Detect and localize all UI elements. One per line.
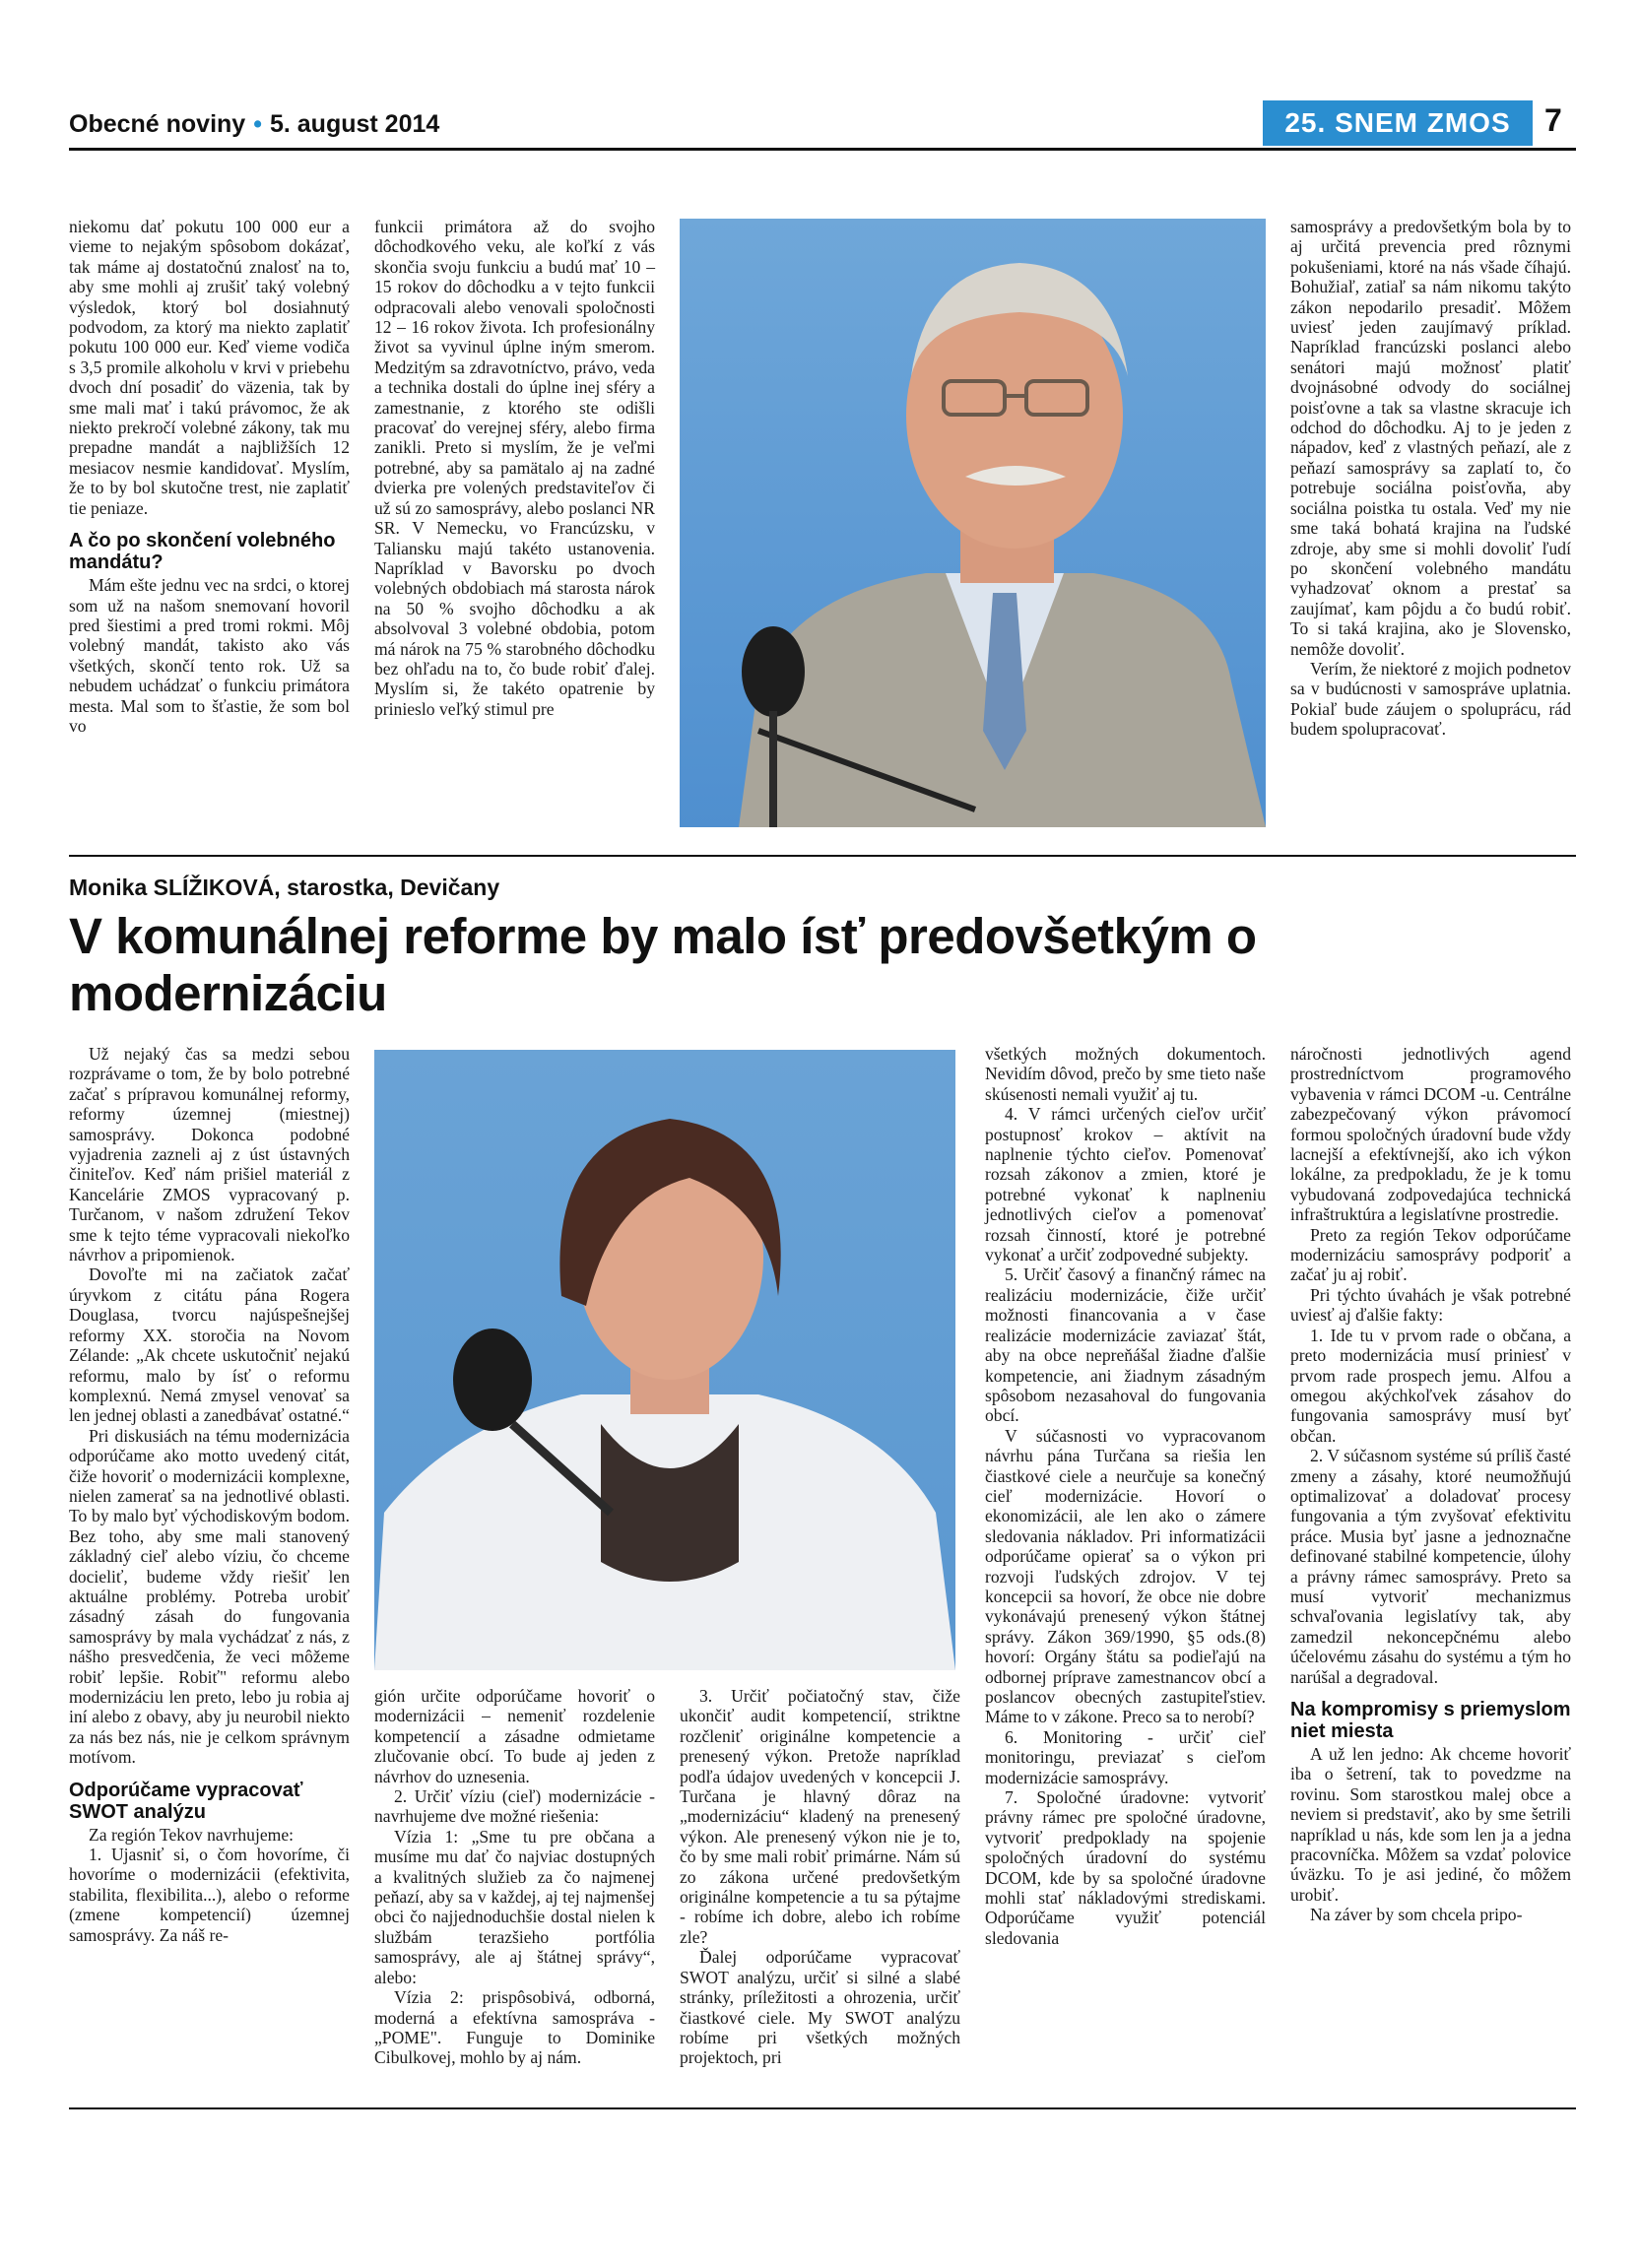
article1-column-4 bbox=[1290, 217, 1571, 740]
article2-column-2 bbox=[374, 1686, 655, 2068]
paragraph: 1. Ide tu v prvom rade o občana, a preto modernizácia musí priniesť v prvom rade prospech jemu. Alfou a omegou akýchkoľvek zásahov do fungovania samosprávy musí byť občan. bbox=[1290, 1325, 1571, 1446]
paragraph: gión určite odporúčame hovoriť o modernizácii – nemeniť rozdelenie kompetencií a zásadne odmietame zlučovanie obcí. To bude aj jeden z návrhov do uznesenia. bbox=[374, 1686, 655, 1786]
paragraph: 3. Určiť počiatočný stav, čiže ukončiť audit kompetencií, striktne rozčleniť originálne kompetencie a prenesený výkon. Pretože napríklad podľa údajov uvedených v koncepcii J. Turčana je hlavný dôraz na „modernizáciu“ kladený na prenesený výkon. Ale prenesený výkon nie je to, čo by sme mali robiť primárne. Nám sú zo zákona určené predovšetkým originálne kompetencie a tu sa pýtajme - robíme ich dobre, alebo ich robíme zle? bbox=[680, 1686, 960, 1947]
photo-woman-speaking bbox=[374, 1050, 955, 1670]
paragraph: Preto za región Tekov odporúčame modernizáciu samosprávy podporiť a začať ju aj robiť. bbox=[1290, 1224, 1571, 1285]
page-number: 7 bbox=[1544, 102, 1562, 138]
paragraph: funkcii primátora až do svojho dôchodkového veku, ale koľkí z vás skončia svoju funkciu a budú mať 10 – 15 rokov do dôchodku a v tejto funkcii odpracovali alebo venovali spoločnosti 12 – 16 rokov života. Ich profesionálny život sa vyvinul úplne iným smerom. Medzitým sa zdravotníctvo, právo, veda a technika dostali do úplne inej sféry a zamestnanie, z ktorého ste odišli pracovať do verejnej sféry, alebo firma zanikli. Preto si myslím, že je veľmi potrebné, aby sa pamätalo aj na zadné dvierka pre volených predstaviteľov či už sú zo samosprávy, alebo poslanci NR SR. V Nemecku, vo Francúzsku, v Taliansku majú takéto ustanovenia. Napríklad v Bavorsku po dvoch volebných obdobiach má starosta nárok na 50 % svojho dôchodku a ak absolvoval 3 volebné obdobia, potom má nárok na 75 % starobného dôchodku bez ohľadu na to, čo bude robiť ďalej. Myslím si, že takéto opatrenie by prinieslo veľký stimul pre bbox=[374, 217, 655, 719]
article2-column-3-bottom bbox=[680, 1686, 960, 2068]
article2-column-5 bbox=[1290, 1044, 1571, 1925]
paragraph: 2. V súčasnom systéme sú príliš časté zmeny a zásahy, ktoré neumožňujú optimalizovať a doladovať procesy fungovania a tým zvyšovať efektivitu práce. Musia byť jasne a jednoznačne definované stabilné kompetencie, úlohy a právny rámec samosprávy. Preto sa musí vytvoriť mechanizmus schvaľovania legislatívy tak, aby zamedzil nekoncepčnému alebo účelovému zásahu do systému a tým ho narúšal a degradoval. bbox=[1290, 1446, 1571, 1687]
paragraph: Verím, že niektoré z mojich podnetov sa v budúcnosti v samospráve uplatnia. Pokiaľ bude záujem o spoluprácu, rád budem spolupracovať. bbox=[1290, 658, 1571, 740]
paragraph: 6. Monitoring - určiť cieľ monitoringu, previazať s cieľom modernizácie samosprávy. bbox=[985, 1726, 1266, 1787]
portrait-man-image bbox=[680, 219, 1266, 827]
issue-date: 5. august 2014 bbox=[269, 110, 440, 138]
article2-byline: Monika SLÍŽIKOVÁ, starostka, Devičany bbox=[69, 875, 500, 900]
paragraph: Pri týchto úvahách je však potrebné uviesť aj ďalšie fakty: bbox=[1290, 1284, 1571, 1326]
footer-rule bbox=[69, 2107, 1576, 2109]
paragraph: 5. Určiť časový a finančný rámec na realizáciu modernizácie, čiže určiť možnosti financovania a v čase realizácie modernizácie zaviazať štát, aby na obce nepreňášal žiadne ďalšie kompetencie, ani žiadnym zásadným spôsobom nezasahoval do fungovania obcí. bbox=[985, 1264, 1266, 1426]
article2-column-4 bbox=[985, 1044, 1266, 1948]
paragraph: Už nejaký čas sa medzi sebou rozprávame o tom, že by bolo potrebné začať s prípravou komunálnej reformy, reformy územnej (miestnej) samosprávy. Dokonca podobné vyjadrenia zazneli aj z úst ústavných činiteľov. Keď nám prišiel materiál z Kancelárie ZMOS vypracovaný p. Turčanom, v našom združení Tekov sme k tejto téme vypracovali niekoľko návrhov a pripomienok. bbox=[69, 1044, 350, 1265]
paragraph: Za región Tekov navrhujeme: bbox=[89, 1824, 295, 1845]
photo-man-speaking bbox=[680, 219, 1266, 827]
paragraph: Pri diskusiách na tému modernizácia odporúčame ako motto uvedený citát, čiže hovoriť o modernizácii komplexne, nielen zamerať sa na jednotlivé oblasti. To by malo byť východiskovým bodom. Bez toho, aby sme mali stanovený základný cieľ alebo víziu, čo chceme docieliť, budeme vždy riešiť len aktuálne problémy. Potreba urobiť zásadný zásah do fungovania samosprávy by mala vychádzať z nás, z nášho presvedčenia, že veci môžeme robiť lepšie. Robiť" reformu alebo modernizáciu len preto, lebo ju robia aj iní alebo z obavy, aby ju neurobil niekto za nás bez nás, nie je celkom správnym motívom. bbox=[69, 1425, 350, 1768]
subheading: Na kompromisy s priemyslom niet miesta bbox=[1290, 1699, 1571, 1742]
paragraph: 2. Určiť víziu (cieľ) modernizácie - navrhujeme dve možné riešenia: bbox=[374, 1786, 655, 1827]
header-rule bbox=[69, 148, 1576, 151]
paragraph: Dovoľte mi na začiatok začať úryvkom z citátu pána Rogera Douglasa, tvorcu najúspešnejšej reformy XX. storočia na Novom Zélande: „Ak chcete uskutočniť nejakú reformu, malo by ísť o reformu komplexnú. Nemá zmysel venovať sa len jednej oblasti a zanedbávať ostatné.“ bbox=[69, 1264, 350, 1426]
paragraph: A už len jedno: Ak chceme hovoriť iba o šetrení, tak to povedzme na rovinu. Som starostkou malej obce a neviem si predstaviť, ako by sme šetrili napríklad u nás, kde som len ja a jedna pracovníčka. Môžem sa vzdať polovice úväzku. To je asi jediné, čo môžem urobiť. bbox=[1290, 1744, 1571, 1905]
article2-headline: V komunálnej reforme by malo ísť predovšetkým o modernizáciu bbox=[69, 908, 1257, 1021]
paragraph: 4. V rámci určených cieľov určiť postupnosť krokov – aktívit na naplnenie týchto cieľov. Pomenovať rozsah zákonov a zmien, ktoré je potrebné vykonať k naplneniu jednotlivých cieľov a pomenovať rozsah činností, ktoré je potrebné vykonať a určiť zodpovedné subjekty. bbox=[985, 1104, 1266, 1265]
subheading: Odporúčame vypracovať SWOT analýzu bbox=[69, 1779, 303, 1823]
paragraph: 7. Spoločné úradovne: vytvoriť právny rámec pre spoločné úradovne, vytvoriť predpoklady na spojenie spoločných úradovní do systému DCOM, kde by sa spoločné úradovne mohli stať nákladovými strediskami. Odporúčame využiť potenciál sledovania bbox=[985, 1787, 1266, 1948]
article-divider bbox=[69, 855, 1576, 857]
paragraph: Vízia 2: prispôsobivá, odborná, moderná a efektívna samospráva - „POME". Funguje to Dominike Cibulkovej, mohlo by aj nám. bbox=[374, 1987, 655, 2068]
paragraph: Vízia 1: „Sme tu pre občana a musíme mu dať čo najviac dostupných a kvalitných služieb za čo najmenej peňazí, aby sa v každej, aj tej najmenšej obci čo najjednoduchšie dostal nielen k službám terazšieho portfólia samosprávy, ale aj štátnej správy“, alebo: bbox=[374, 1826, 655, 1987]
subheading: A čo po skončení volebného mandátu? bbox=[69, 530, 336, 574]
portrait-woman-image bbox=[374, 1050, 955, 1670]
paragraph: náročnosti jednotlivých agend prostredníctvom programového vybavenia v rámci DCOM -u. Centrálne zabezpečovaný výkon právomocí formou spoločných úradovní bude vždy lacnejší a efektívnejší, ako ich výkon lokálne, za predpokladu, že je k tomu vybudovaná zodpovedajúca technická infraštruktúra a legislatívne prostredie. bbox=[1290, 1044, 1571, 1225]
article2-column-1 bbox=[69, 1044, 350, 1945]
masthead bbox=[69, 110, 439, 139]
newspaper-name: Obecné noviny bbox=[69, 110, 246, 138]
paragraph: Na záver by som chcela pripo- bbox=[1310, 1905, 1523, 1925]
paragraph: všetkých možných dokumentoch. Nevidím dôvod, prečo by sme tieto naše skúsenosti nemali využiť aj tu. bbox=[985, 1044, 1266, 1104]
paragraph: V súčasnosti vo vypracovanom návrhu pána Turčana sa riešia len čiastkové ciele a neurčuje sa konečný cieľ modernizácie. Hovorí o ekonomizácii, ale len ako o zámere sledovania nákladov. Pri informatizácii odporúčame opierať sa o výkon pri rozvoji ľudských zdrojov. V tej koncepcii sa hovorí, že obce nie dobre vykonávajú prenesený výkon štátnej správy. Zákon 369/1990, §5 ods.(8) hovorí: Orgány štátu sa podieľajú na odbornej príprave zamestnancov obcí a poslancov obecných zastupiteľstiev. Máme to v zákone. Preco sa to nerobí? bbox=[985, 1425, 1266, 1727]
paragraph: 1. Ujasniť si, o čom hovoríme, či hovoríme o modernizácii (efektivita, stabilita, flexibilita...), alebo o reforme (zmene kompetencií) územnej samosprávy. Za náš re- bbox=[69, 1845, 350, 1945]
paragraph: Ďalej odporúčame vypracovať SWOT analýzu, určiť si silné a slabé stránky, príležitosti a ohrozenia, určiť čiastkové ciele. My SWOT analýzu robíme pri všetkých možných projektoch, pri bbox=[680, 1947, 960, 2068]
article1-column-1 bbox=[69, 217, 350, 736]
section-badge: 25. SNEM ZMOS bbox=[1263, 100, 1533, 146]
paragraph: Mám ešte jednu vec na srdci, o ktorej som už na našom snemovaní hovoril pred šiestimi a pred tromi rokmi. Môj volebný mandát, takisto ako vás všetkých, skončí tento rok. Už sa nebudem uchádzať o funkciu primátora mesta. Mal som to šťastie, že som bol vo bbox=[69, 575, 350, 736]
paragraph: samosprávy a predovšetkým bola by to aj určitá prevencia pred rôznymi pokušeniami, ktoré na nás všade číhajú. Bohužiaľ, zatiaľ sa nám nikomu takýto zákon nepodarilo presadiť. Môžem uviesť jeden zaujímavý príklad. Napríklad francúzski poslanci alebo senátori majú možnosť platiť dvojnásobné odvody do sociálnej poisťovne a tak sa vlastne skracuje ich odchod do dôchodku. Aj to je jeden z nápadov, keď z vlastných peňazí, ale z peňazí samosprávy sa zaplatí to, čo potrebuje sociálna poisťovňa, aby sociálna poistka tu ostala. Veď my nie sme taká bohatá krajina na ľudské zdroje, aby sme si mohli dovoliť ľudí po skončení volebného mandátu vyhadzovať oknom a prestať sa zaujímať, kam pôjdu a čo budú robiť. To si taká krajina, ako je Slovensko, nemôže dovoliť. bbox=[1290, 217, 1571, 659]
article1-column-2 bbox=[374, 217, 655, 719]
paragraph: niekomu dať pokutu 100 000 eur a vieme to nejakým spôsobom dokázať, tak máme aj dostatočnú znalosť na to, aby sme mohli aj zrušiť taký volebný výsledok, ktorý bol dosiahnutý podvodom, za ktorý ma niekto zaplatiť pokutu 100 000 eur. Keď vieme vodiča s 3,5 promile alkoholu v krvi v priebehu dvoch dní posadiť do väzenia, tak by sme mali mať i takú právomoc, že ak niekto prekročí volebné zákony, tak mu prepadne mandát a najbližších 12 mesiacov nesmie kandidovať. Myslím, že to by bol skutočne trest, nie zaplatiť tie peniaze. bbox=[69, 217, 350, 518]
separator-dot: • bbox=[253, 110, 262, 138]
